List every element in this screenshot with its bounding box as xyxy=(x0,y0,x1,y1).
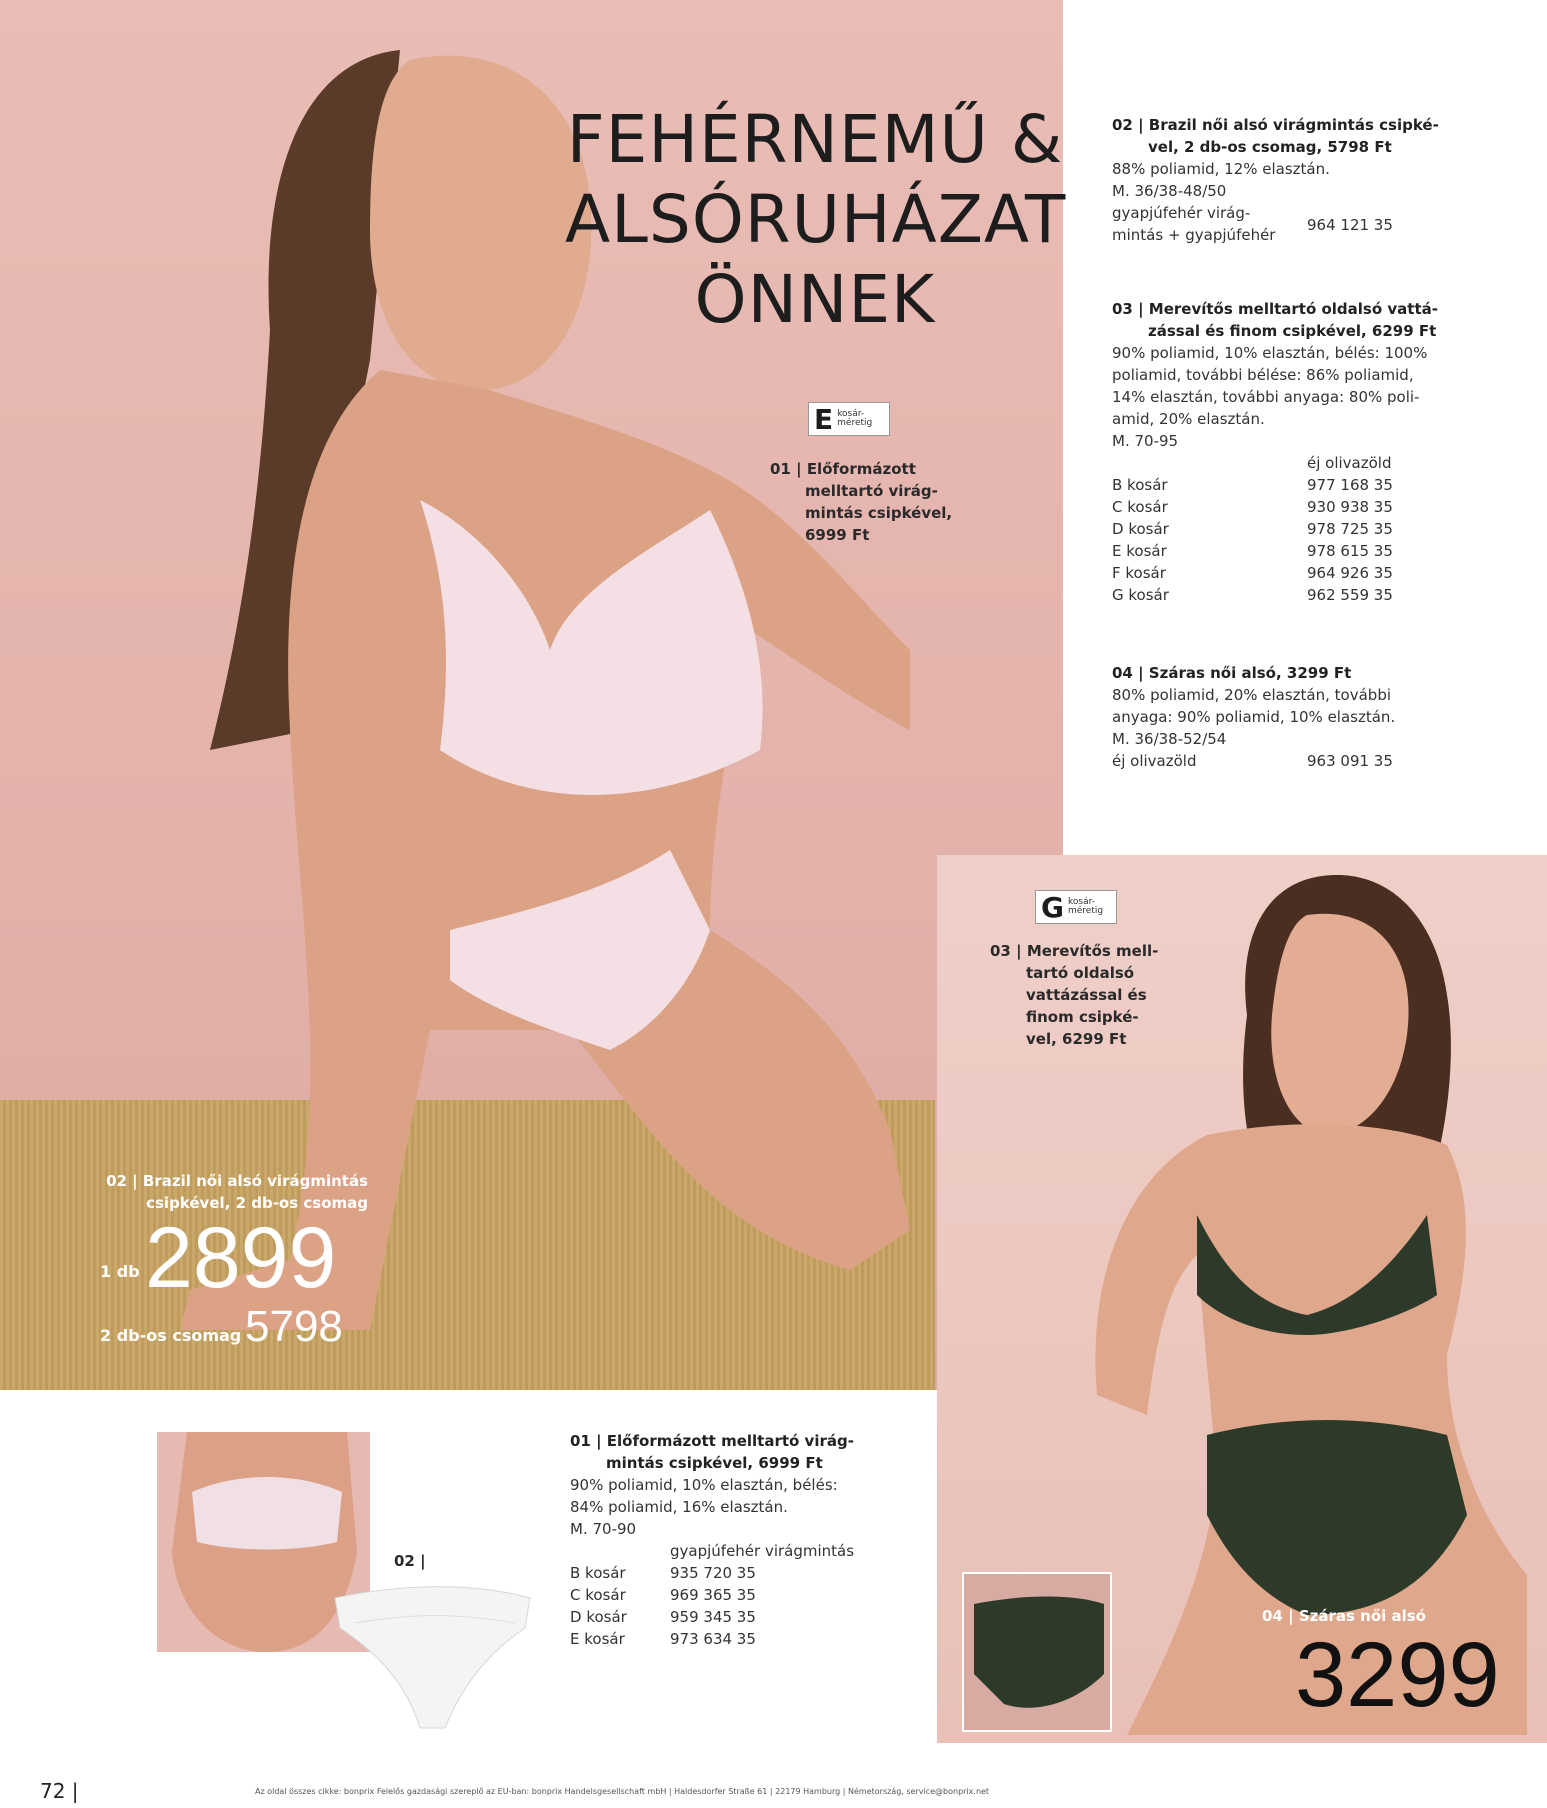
badge-text: kosár-méretig xyxy=(1067,897,1104,916)
product-material: poliamid, további bélése: 86% poliamid, xyxy=(1112,366,1414,384)
caption-line: melltartó virág- xyxy=(805,482,938,500)
badge-letter: G xyxy=(1041,890,1064,924)
product-code: 978 615 35 xyxy=(1307,542,1393,560)
caption-num: 01 | xyxy=(770,460,802,478)
product-size: M. 70-90 xyxy=(570,1520,637,1538)
product-color: éj olivazöld xyxy=(1112,752,1197,770)
product-code: 935 720 35 xyxy=(670,1564,756,1582)
product-code: 959 345 35 xyxy=(670,1608,756,1626)
product-04-description xyxy=(1112,662,1532,772)
cup-label: D kosár xyxy=(570,1608,627,1626)
caption-line: csipkével, 2 db-os csomag xyxy=(146,1194,368,1212)
price-3299: 3299 xyxy=(1295,1624,1500,1726)
cup-label: E kosár xyxy=(1112,542,1167,560)
green-panty-detail-photo xyxy=(962,1572,1112,1732)
product-color-head: éj olivazöld xyxy=(1307,454,1392,472)
product-01-description xyxy=(570,1430,910,1650)
product-code: 964 926 35 xyxy=(1307,564,1393,582)
heading-line-1: FEHÉRNEMŰ & xyxy=(566,101,1064,178)
caption-num: 04 | xyxy=(1262,1607,1294,1625)
product-title: 04 | Száras női alsó, 3299 Ft xyxy=(1112,664,1352,682)
caption-num: 03 | xyxy=(990,942,1022,960)
white-panty-product xyxy=(325,1578,540,1738)
caption-num: 02 | xyxy=(106,1172,138,1190)
product-material: anyaga: 90% poliamid, 10% elasztán. xyxy=(1112,708,1396,726)
price-5798: 5798 xyxy=(245,1302,343,1351)
caption-line: mintás csipkével, xyxy=(805,504,953,522)
caption-01 xyxy=(770,458,952,546)
cup-label: G kosár xyxy=(1112,586,1169,604)
product-code: 964 121 35 xyxy=(1307,216,1393,234)
caption-line: finom csipké- xyxy=(1026,1008,1139,1026)
cup-label: F kosár xyxy=(1112,564,1166,582)
price-2899: 2899 xyxy=(145,1210,337,1306)
product-code: 962 559 35 xyxy=(1307,586,1393,604)
product-color: mintás + gyapjúfehér xyxy=(1112,226,1276,244)
product-title: 02 | Brazil női alsó virágmintás csipké- xyxy=(1112,116,1439,134)
product-title: vel, 2 db-os csomag, 5798 Ft xyxy=(1148,138,1392,156)
cup-label: B kosár xyxy=(1112,476,1168,494)
product-code: 969 365 35 xyxy=(670,1586,756,1604)
price-label-2db: 2 db-os csomag xyxy=(100,1326,242,1345)
product-code: 930 938 35 xyxy=(1307,498,1393,516)
product-02-description xyxy=(1112,114,1532,246)
footer-note: Az oldal összes cikke: bonprix Felelős gazdasági szereplő az EU-ban: bonprix Handelsgesellschaft mbH | Haldesdorfer Straße 61 | 22179 Hamburg | Németország, service@bonprix.net xyxy=(255,1787,990,1796)
product-material: 88% poliamid, 12% elasztán. xyxy=(1112,160,1330,178)
caption-line: Brazil női alsó virágmintás xyxy=(142,1172,368,1190)
product-03-description xyxy=(1112,298,1532,606)
price-label-1db: 1 db xyxy=(100,1262,140,1281)
product-material: 80% poliamid, 20% elasztán, további xyxy=(1112,686,1392,704)
cup-label: E kosár xyxy=(570,1630,625,1648)
cup-label: B kosár xyxy=(570,1564,626,1582)
page-heading xyxy=(565,100,1065,340)
badge-text: kosár-méretig xyxy=(837,409,873,428)
page-number: 72 | xyxy=(40,1779,79,1803)
caption-03 xyxy=(990,940,1158,1050)
cup-label: D kosár xyxy=(1112,520,1169,538)
caption-line: vel, 6299 Ft xyxy=(1026,1030,1127,1048)
caption-02-small: 02 | xyxy=(394,1552,426,1570)
product-code: 978 725 35 xyxy=(1307,520,1393,538)
caption-line: vattázással és xyxy=(1026,986,1147,1004)
product-color: gyapjúfehér virág- xyxy=(1112,204,1251,222)
cup-size-badge-g xyxy=(1035,890,1117,924)
product-material: 84% poliamid, 16% elasztán. xyxy=(570,1498,788,1516)
cup-size-badge-e xyxy=(808,402,890,436)
product-size: M. 36/38-52/54 xyxy=(1112,730,1227,748)
product-color-head: gyapjúfehér virágmintás xyxy=(670,1542,855,1560)
product-material: 90% poliamid, 10% elasztán, bélés: 100% xyxy=(1112,344,1428,362)
product-title: zással és finom csipkével, 6299 Ft xyxy=(1148,322,1437,340)
product-code: 963 091 35 xyxy=(1307,752,1393,770)
caption-line: Előformázott xyxy=(806,460,916,478)
product-size: M. 70-95 xyxy=(1112,432,1179,450)
caption-line: Száras női alsó xyxy=(1298,1607,1426,1625)
product-code: 973 634 35 xyxy=(670,1630,756,1648)
heading-line-3: ÖNNEK xyxy=(694,261,936,338)
product-material: amid, 20% elasztán. xyxy=(1112,410,1265,428)
heading-line-2: ALSÓRUHÁZAT xyxy=(565,181,1067,258)
product-title: 03 | Merevítős melltartó oldalsó vattá- xyxy=(1112,300,1438,318)
caption-line: Merevítős mell- xyxy=(1026,942,1159,960)
product-code: 977 168 35 xyxy=(1307,476,1393,494)
badge-letter: E xyxy=(814,402,834,436)
product-title: mintás csipkével, 6999 Ft xyxy=(606,1454,823,1472)
cup-label: C kosár xyxy=(570,1586,626,1604)
product-material: 90% poliamid, 10% elasztán, bélés: xyxy=(570,1476,838,1494)
product-title: 01 | Előformázott melltartó virág- xyxy=(570,1432,854,1450)
product-material: 14% elasztán, további anyaga: 80% poli- xyxy=(1112,388,1420,406)
green-panty-detail-illustration xyxy=(964,1574,1110,1730)
caption-line: tartó oldalsó xyxy=(1026,964,1135,982)
product-size: M. 36/38-48/50 xyxy=(1112,182,1227,200)
caption-line: 6999 Ft xyxy=(805,526,870,544)
cup-label: C kosár xyxy=(1112,498,1168,516)
